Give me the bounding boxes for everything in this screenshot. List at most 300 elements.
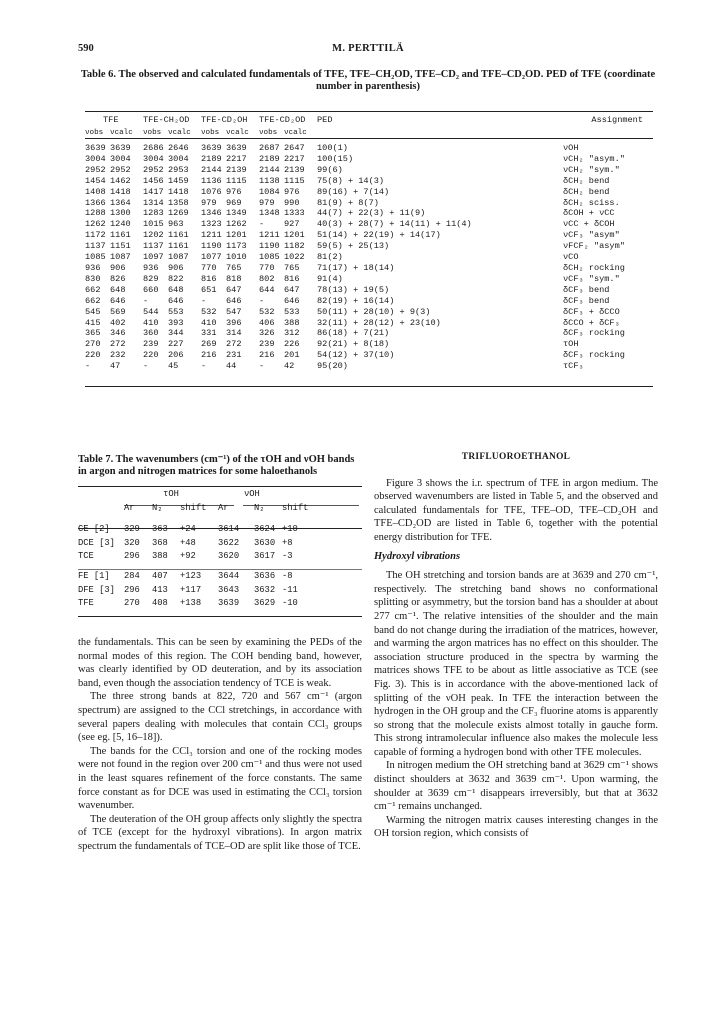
- table7-compound-cell: FE [1]: [78, 570, 110, 581]
- table6-value-cell: 1115: [284, 175, 305, 186]
- table6-value-cell: 1348: [259, 208, 280, 219]
- table7-value-cell: +24: [180, 524, 196, 535]
- table6-value-cell: 1366: [85, 197, 106, 208]
- table6-row: [85, 339, 643, 350]
- table6-value-cell: 1077: [201, 252, 222, 263]
- table6-assignment-cell: νCO: [563, 252, 579, 263]
- table6-value-cell: 239: [143, 339, 159, 350]
- table6-row: [85, 230, 643, 241]
- table6-row: [85, 285, 643, 296]
- table6-value-cell: 765: [284, 262, 300, 273]
- table7-value-cell: 296: [124, 584, 140, 595]
- table6-value-cell: 1190: [259, 241, 280, 252]
- table6-value-cell: 1269: [168, 208, 189, 219]
- table6-value-cell: -: [259, 219, 265, 230]
- table6-value-cell: 231: [226, 350, 242, 361]
- table6-value-cell: 647: [284, 284, 300, 295]
- table6-row: [85, 328, 643, 339]
- table6-value-cell: 365: [85, 328, 101, 339]
- table6-value-cell: 3004: [110, 153, 131, 164]
- table6-group-header: PED: [317, 115, 333, 125]
- table6-value-cell: 662: [85, 284, 101, 295]
- table6-value-cell: -: [201, 361, 207, 372]
- table6-value-cell: 963: [168, 219, 184, 230]
- table6-sub-header: νobs: [143, 129, 162, 137]
- table6-value-cell: 42: [284, 361, 295, 372]
- table6-value-cell: 1462: [110, 175, 131, 186]
- table7-value-cell: 3639: [218, 598, 240, 609]
- table6-assignment-cell: δCCO + δCF₃: [563, 317, 620, 328]
- table6-value-cell: 326: [259, 328, 275, 339]
- table6-value-cell: 2952: [85, 164, 106, 175]
- table6-row: [85, 176, 643, 187]
- table7-value-cell: +117: [180, 584, 202, 595]
- table6-value-cell: -: [259, 361, 265, 372]
- table6-value-cell: 2646: [168, 143, 189, 153]
- table6-assignment-cell: δCOH + νCC: [563, 208, 615, 219]
- table6-group-header: TFE-CD₂OH: [201, 115, 248, 125]
- table7-value-cell: -3: [282, 551, 293, 562]
- table6-value-cell: 2217: [226, 153, 247, 164]
- table6-value-cell: 1262: [226, 219, 247, 230]
- table7-compound-cell: TFE: [78, 598, 94, 609]
- table6-value-cell: 331: [201, 328, 217, 339]
- table6-value-cell: 1137: [143, 241, 164, 252]
- table6-ped-cell: 82(19) + 16(14): [317, 295, 395, 306]
- table6-value-cell: 1211: [201, 230, 222, 241]
- body-paragraph: the fundamentals. This can be seen by examining the PEDs of the normal modes of this region. The COH bending band, however, was clearly identified by OD deuteration, and by its association band, even though the association tendency of TCE is weak.: [78, 637, 362, 689]
- table6-value-cell: 646: [168, 295, 184, 306]
- table6-value-cell: 770: [259, 262, 275, 273]
- table6-assignment-cell: τOH: [563, 339, 579, 350]
- table6-ped-cell: 81(2): [317, 252, 343, 263]
- table6-value-cell: 1136: [201, 175, 222, 186]
- table6-value-cell: 830: [85, 273, 101, 284]
- table6-value-cell: 1288: [85, 208, 106, 219]
- table6-ped-cell: 100(15): [317, 153, 354, 164]
- table6-value-cell: 1022: [284, 252, 305, 263]
- table6-assignment-cell: νOH: [563, 143, 579, 153]
- table6-value-cell: 648: [168, 284, 184, 295]
- table6-value-cell: 3639: [85, 143, 106, 153]
- body-paragraph: Warming the nitrogen matrix causes interesting changes in the OH torsion region, which consists of: [374, 814, 658, 840]
- table7-value-cell: 3636: [254, 570, 276, 581]
- body-paragraph: In nitrogen medium the OH stretching band at 3629 cm⁻¹ shows distinct shoulders at 3632 and 3639 cm⁻¹. Upon warming, the shoulder at 3639 cm⁻¹ disappears irreversibly, but that at 3632 cm⁻¹ remains unchanged.: [374, 760, 658, 813]
- table6-assignment-cell: νFCF₂ "asym": [563, 241, 625, 252]
- table7-value-cell: 3629: [254, 598, 276, 609]
- body-paragraph: The bands for the CCl₃ torsion and one of the rocking modes were not found in the region over 200 cm⁻¹ and thus were not used in the least squares refinement of the force constants. The same force constant as for DCE was used in estimating the CCl₃ torsion wavenumber.: [78, 745, 362, 812]
- table6-value-cell: 1172: [85, 230, 106, 241]
- table6-value-cell: 547: [226, 306, 242, 317]
- table6-value-cell: 232: [110, 350, 126, 361]
- table6-value-cell: -: [143, 361, 149, 372]
- table6-value-cell: 979: [259, 197, 275, 208]
- table7-value-cell: +123: [180, 570, 202, 581]
- table7-value-cell: 3643: [218, 584, 240, 595]
- table7-value-cell: 320: [124, 537, 140, 548]
- table6-value-cell: 1087: [168, 252, 189, 263]
- body-paragraph: The OH stretching and torsion bands are at 3639 and 270 cm⁻¹, respectively. The stretching band shows no conformational splitting or asymmetry, but the torsion band has a shoulder at about 277 cm⁻¹. The relative intensities of the shoulder and the main band do not change during the irradiation of the matrices, however, and warming the argon matrices has no effect on this shoulder. The association structure produced in the spectra by warming the matrices shows TFE to be about as little associative as TCE (see Fig. 3). This is in accordance with the above-mentioned lack of splitting of the νOH peak. In TFE the interaction between the hydrogen in the OH group and the CF₃ fluorine atoms is apparently so strong that the molecule exists almost totally in gauche form. This strong intramolecular influence also makes the molecule less capable of forming a hydrogen bond with other TFE molecules.: [374, 570, 658, 758]
- table7-row: [78, 523, 362, 537]
- table6-value-cell: 3639: [110, 143, 131, 153]
- table6-sub-header: νcalc: [226, 129, 249, 137]
- table6-bottom-rule: [85, 386, 653, 387]
- table6-assignment-cell: δCH₂ bend: [563, 186, 610, 197]
- table6-assignment-cell: νCF₃ "asym": [563, 230, 620, 241]
- table7-value-cell: 3617: [254, 551, 276, 562]
- table7-value-cell: 3632: [254, 584, 276, 595]
- table7-value-cell: +138: [180, 598, 202, 609]
- table6-value-cell: 816: [284, 273, 300, 284]
- table6-assignment-cell: δCH₂ sciss.: [563, 197, 620, 208]
- table6-value-cell: 239: [259, 339, 275, 350]
- table7-value-cell: 3624: [254, 524, 276, 535]
- table6-value-cell: 45: [168, 361, 179, 372]
- table6-value-cell: 3639: [201, 143, 222, 153]
- table6-value-cell: 3004: [143, 153, 164, 164]
- table6-row: [85, 219, 643, 230]
- table6-value-cell: 2952: [143, 164, 164, 175]
- table6-ped-cell: 92(21) + 8(18): [317, 339, 390, 350]
- table6-value-cell: 3004: [168, 153, 189, 164]
- table6-value-cell: 906: [168, 262, 184, 273]
- table7-value-cell: 3622: [218, 537, 240, 548]
- table6-ped-cell: 78(13) + 19(5): [317, 284, 390, 295]
- table6-value-cell: 388: [284, 317, 300, 328]
- subsection-heading: Hydroxyl vibrations: [374, 550, 461, 562]
- table6-value-cell: 1084: [259, 186, 280, 197]
- table6-value-cell: 646: [110, 295, 126, 306]
- table6-row: [85, 350, 643, 361]
- table7-sub-header: Ar: [218, 502, 229, 513]
- table6-row: [85, 154, 643, 165]
- body-paragraph: The deuteration of the OH group affects only slightly the spectra of TCE (except for the hydroxyl vibrations). In argon matrix spectrum the fundamentals of TCE–OD are split like those of TCE.: [78, 813, 362, 852]
- table6-value-cell: 216: [201, 350, 217, 361]
- body-paragraph: The three strong bands at 822, 720 and 567 cm⁻¹ (argon spectrum) are assigned to the CCl stretchings, in accordance with several papers dealing with molecules that contain CCl₃ groups (see eg. [5, 16–18]).: [78, 691, 362, 744]
- table7-value-cell: 363: [152, 524, 168, 535]
- table6-value-cell: 936: [143, 262, 159, 273]
- table6-value-cell: 3639: [226, 143, 247, 153]
- table6-value-cell: 1201: [284, 230, 305, 241]
- table6-value-cell: 660: [143, 284, 159, 295]
- table6-ped-cell: 51(14) + 22(19) + 14(17): [317, 230, 441, 241]
- table6-value-cell: 906: [110, 262, 126, 273]
- table6-value-cell: 1300: [110, 208, 131, 219]
- table7-value-cell: -10: [282, 598, 298, 609]
- table6-row: [85, 296, 643, 307]
- table6-value-cell: 2686: [143, 143, 164, 153]
- table6-value-cell: 1364: [110, 197, 131, 208]
- table7-value-cell: 296: [124, 551, 140, 562]
- table6-value-cell: 553: [168, 306, 184, 317]
- table6-value-cell: 3004: [85, 153, 106, 164]
- table6-value-cell: 1283: [143, 208, 164, 219]
- table6-value-cell: 270: [85, 339, 101, 350]
- table6-value-cell: 2953: [168, 164, 189, 175]
- table6-value-cell: 201: [284, 350, 300, 361]
- table6-value-cell: 969: [226, 197, 242, 208]
- table6-value-cell: 410: [201, 317, 217, 328]
- right-column: [374, 451, 658, 841]
- table6-row: [85, 263, 643, 274]
- table6-ped-cell: 99(6): [317, 164, 343, 175]
- table6-value-cell: 2647: [284, 143, 305, 153]
- table6-row: [85, 307, 643, 318]
- table6-row: [85, 241, 643, 252]
- table6-row: [85, 187, 643, 198]
- table6-value-cell: 1137: [85, 241, 106, 252]
- table7-value-cell: 3630: [254, 537, 276, 548]
- table6-assignment-cell: δCH₂ rocking: [563, 262, 625, 273]
- table6-assignment-cell: νCC + δCOH: [563, 219, 615, 230]
- table6-sub-header: νcalc: [110, 129, 133, 137]
- table6-value-cell: 1240: [110, 219, 131, 230]
- table6-value-cell: 1211: [259, 230, 280, 241]
- table6-value-cell: 651: [201, 284, 217, 295]
- table6-value-cell: 360: [143, 328, 159, 339]
- table7-value-cell: 270: [124, 598, 140, 609]
- table6-value-cell: 646: [226, 295, 242, 306]
- table6-value-cell: 532: [201, 306, 217, 317]
- table7-sub-header: N₂: [152, 502, 163, 513]
- table6-value-cell: 1182: [284, 241, 305, 252]
- table6-value-cell: 272: [110, 339, 126, 350]
- table6-sub-header: νcalc: [168, 129, 191, 137]
- table7-row: [78, 597, 362, 611]
- table6-value-cell: 2144: [201, 164, 222, 175]
- table6-ped-cell: 40(3) + 28(7) + 14(11) + 11(4): [317, 219, 472, 230]
- table7-compound-cell: TCE: [78, 551, 94, 562]
- table6-value-cell: 216: [259, 350, 275, 361]
- table7-value-cell: +92: [180, 551, 196, 562]
- table6-row: [85, 208, 643, 219]
- table6-value-cell: 2952: [110, 164, 131, 175]
- table6-value-cell: 770: [201, 262, 217, 273]
- table6-top-rule: [85, 111, 653, 112]
- table6-value-cell: 1262: [85, 219, 106, 230]
- table6-value-cell: 1201: [226, 230, 247, 241]
- table6-value-cell: 765: [226, 262, 242, 273]
- table6-ped-cell: 71(17) + 18(14): [317, 262, 395, 273]
- page-header: [78, 43, 658, 57]
- table6-group-header: Assignment: [591, 115, 643, 125]
- table6-value-cell: 272: [226, 339, 242, 350]
- table6: [85, 114, 643, 372]
- table6-value-cell: 545: [85, 306, 101, 317]
- table6-value-cell: 646: [284, 295, 300, 306]
- table6-value-cell: 979: [201, 197, 217, 208]
- table6-row: [85, 318, 643, 329]
- table6-value-cell: 569: [110, 306, 126, 317]
- table6-value-cell: 927: [284, 219, 300, 230]
- table6-value-cell: 1314: [143, 197, 164, 208]
- table6-value-cell: 1323: [201, 219, 222, 230]
- table7: [78, 488, 362, 611]
- table7-top-rule: [78, 486, 362, 487]
- table6-value-cell: 1418: [110, 186, 131, 197]
- table6-value-cell: 1085: [85, 252, 106, 263]
- table6-value-cell: 2687: [259, 143, 280, 153]
- table6-value-cell: 44: [226, 361, 237, 372]
- table6-value-cell: 647: [226, 284, 242, 295]
- table6-assignment-cell: τCF₃: [563, 361, 584, 372]
- table6-value-cell: 816: [201, 273, 217, 284]
- table6-value-cell: 2139: [284, 164, 305, 175]
- table7-value-cell: 368: [152, 537, 168, 548]
- table6-sub-header: νobs: [201, 129, 220, 137]
- table6-ped-cell: 44(7) + 22(3) + 11(9): [317, 208, 426, 219]
- left-column: [78, 636, 362, 854]
- table6-value-cell: 1202: [143, 230, 164, 241]
- table6-sub-header: νobs: [85, 129, 104, 137]
- table7-value-cell: 408: [152, 598, 168, 609]
- table7-bottom-rule: [78, 616, 362, 617]
- table6-value-cell: 312: [284, 328, 300, 339]
- table6-value-cell: 415: [85, 317, 101, 328]
- table6-value-cell: 227: [168, 339, 184, 350]
- table6-row: [85, 140, 643, 154]
- table7-compound-cell: DFE [3]: [78, 584, 115, 595]
- table6-ped-cell: 86(18) + 7(21): [317, 328, 390, 339]
- table7-value-cell: 413: [152, 584, 168, 595]
- table6-caption: Table 6. The observed and calculated fundamentals of TFE, TFE–CH₂OD, TFE–CD₂ and TFE–CD₂OD. PED of TFE (coordinate number in parenthesis): [80, 69, 656, 92]
- table6-value-cell: 410: [143, 317, 159, 328]
- table7-sub-header: shift: [282, 502, 309, 513]
- table6-value-cell: 1454: [85, 175, 106, 186]
- table6-group-header: TFE: [103, 115, 119, 125]
- table7-group-header: νOH: [244, 489, 260, 499]
- table6-assignment-cell: νCF₃ "sym.": [563, 273, 620, 284]
- table6-value-cell: 802: [259, 273, 275, 284]
- table7-sub-header: Ar: [124, 502, 135, 513]
- table6-value-cell: 2189: [259, 153, 280, 164]
- table6-value-cell: 1161: [168, 241, 189, 252]
- table6-value-cell: 822: [168, 273, 184, 284]
- table6-value-cell: 648: [110, 284, 126, 295]
- table6-value-cell: 1418: [168, 186, 189, 197]
- table7-value-cell: -8: [282, 570, 293, 581]
- table6-value-cell: 1173: [226, 241, 247, 252]
- table6-value-cell: 406: [259, 317, 275, 328]
- table7-value-cell: 388: [152, 551, 168, 562]
- table6-value-cell: -: [259, 295, 265, 306]
- table6-assignment-cell: δCF₃ bend: [563, 284, 610, 295]
- table6-value-cell: 1115: [226, 175, 247, 186]
- table7-row: [78, 537, 362, 551]
- table6-row: [85, 165, 643, 176]
- table6-ped-cell: 89(16) + 7(14): [317, 186, 390, 197]
- table6-assignment-cell: νCH₂ "asym.": [563, 153, 625, 164]
- table7-value-cell: +48: [180, 537, 196, 548]
- table7-compound-cell: CE [2]: [78, 524, 110, 535]
- table7-value-cell: -11: [282, 584, 298, 595]
- table6-ped-cell: 75(8) + 14(3): [317, 175, 385, 186]
- table6-ped-cell: 81(9) + 8(7): [317, 197, 379, 208]
- table6-value-cell: 269: [201, 339, 217, 350]
- table7-value-cell: 329: [124, 524, 140, 535]
- table6-value-cell: 314: [226, 328, 242, 339]
- table6-value-cell: 826: [110, 273, 126, 284]
- table6-value-cell: 936: [85, 262, 101, 273]
- table6-value-cell: 1161: [110, 230, 131, 241]
- table6-assignment-cell: δCF₃ + δCCO: [563, 306, 620, 317]
- table6-value-cell: 47: [110, 361, 121, 372]
- table6-assignment-cell: δCF₃ bend: [563, 295, 610, 306]
- table6-value-cell: 976: [284, 186, 300, 197]
- table6-assignment-cell: δCF₃ rocking: [563, 350, 625, 361]
- table6-value-cell: 1087: [110, 252, 131, 263]
- table6-value-cell: 2139: [226, 164, 247, 175]
- table6-value-cell: 396: [226, 317, 242, 328]
- table7-row: [78, 570, 362, 584]
- table7-compound-cell: DCE [3]: [78, 537, 115, 548]
- table6-value-cell: 2189: [201, 153, 222, 164]
- table7-row: [78, 550, 362, 564]
- table7-value-cell: 3620: [218, 551, 240, 562]
- table6-value-cell: 818: [226, 273, 242, 284]
- running-head-author: M. PERTTILÄ: [332, 43, 404, 54]
- table6-value-cell: 344: [168, 328, 184, 339]
- table6-value-cell: 1151: [110, 241, 131, 252]
- table6-value-cell: -: [201, 295, 207, 306]
- body-paragraph: Figure 3 shows the i.r. spectrum of TFE in argon medium. The observed wavenumbers are listed in Table 5, and the observed and calculated fundamentals for TFE, TFE–OD, TFE–CD₂OH and TFE–CD₂OD are listed in Table 6, together with the potential energy distribution for TFE.: [374, 477, 658, 543]
- table6-ped-cell: 59(5) + 25(13): [317, 241, 390, 252]
- table6-value-cell: 346: [110, 328, 126, 339]
- table6-value-cell: 226: [284, 339, 300, 350]
- table7-value-cell: 407: [152, 570, 168, 581]
- table6-value-cell: 206: [168, 350, 184, 361]
- table6-assignment-cell: δCH₂ bend: [563, 175, 610, 186]
- table6-assignment-cell: δCF₃ rocking: [563, 328, 625, 339]
- table6-value-cell: 532: [259, 306, 275, 317]
- table6-ped-cell: 95(20): [317, 361, 348, 372]
- table6-value-cell: 1349: [226, 208, 247, 219]
- table6-row: [85, 252, 643, 263]
- table6-row: [85, 198, 643, 209]
- table6-value-cell: 1138: [259, 175, 280, 186]
- table6-value-cell: 1456: [143, 175, 164, 186]
- table7-value-cell: 284: [124, 570, 140, 581]
- table7-value-cell: 3644: [218, 570, 240, 581]
- table6-value-cell: 220: [143, 350, 159, 361]
- table7-sub-header: N₂: [254, 502, 265, 513]
- table6-value-cell: 1085: [259, 252, 280, 263]
- table6-value-cell: 1346: [201, 208, 222, 219]
- table6-value-cell: 1010: [226, 252, 247, 263]
- table6-value-cell: 829: [143, 273, 159, 284]
- table6-value-cell: 1076: [201, 186, 222, 197]
- table7-sub-header: shift: [180, 502, 207, 513]
- table6-value-cell: 644: [259, 284, 275, 295]
- table6-group-header: TFE-CD₂OD: [259, 115, 306, 125]
- table7-row: [78, 584, 362, 598]
- table6-value-cell: 2217: [284, 153, 305, 164]
- table6-ped-cell: 91(4): [317, 273, 343, 284]
- section-heading: TRIFLUOROETHANOL: [461, 452, 571, 462]
- table6-ped-cell: 54(12) + 37(10): [317, 350, 395, 361]
- table6-assignment-cell: νCH₂ "sym.": [563, 164, 620, 175]
- table6-value-cell: 393: [168, 317, 184, 328]
- table7-value-cell: +8: [282, 537, 293, 548]
- table6-value-cell: 662: [85, 295, 101, 306]
- table6-row: [85, 361, 643, 372]
- table6-value-cell: 1417: [143, 186, 164, 197]
- table6-value-cell: 544: [143, 306, 159, 317]
- table6-value-cell: 1161: [168, 230, 189, 241]
- table6-value-cell: 2144: [259, 164, 280, 175]
- table6-value-cell: 1097: [143, 252, 164, 263]
- table6-value-cell: 976: [226, 186, 242, 197]
